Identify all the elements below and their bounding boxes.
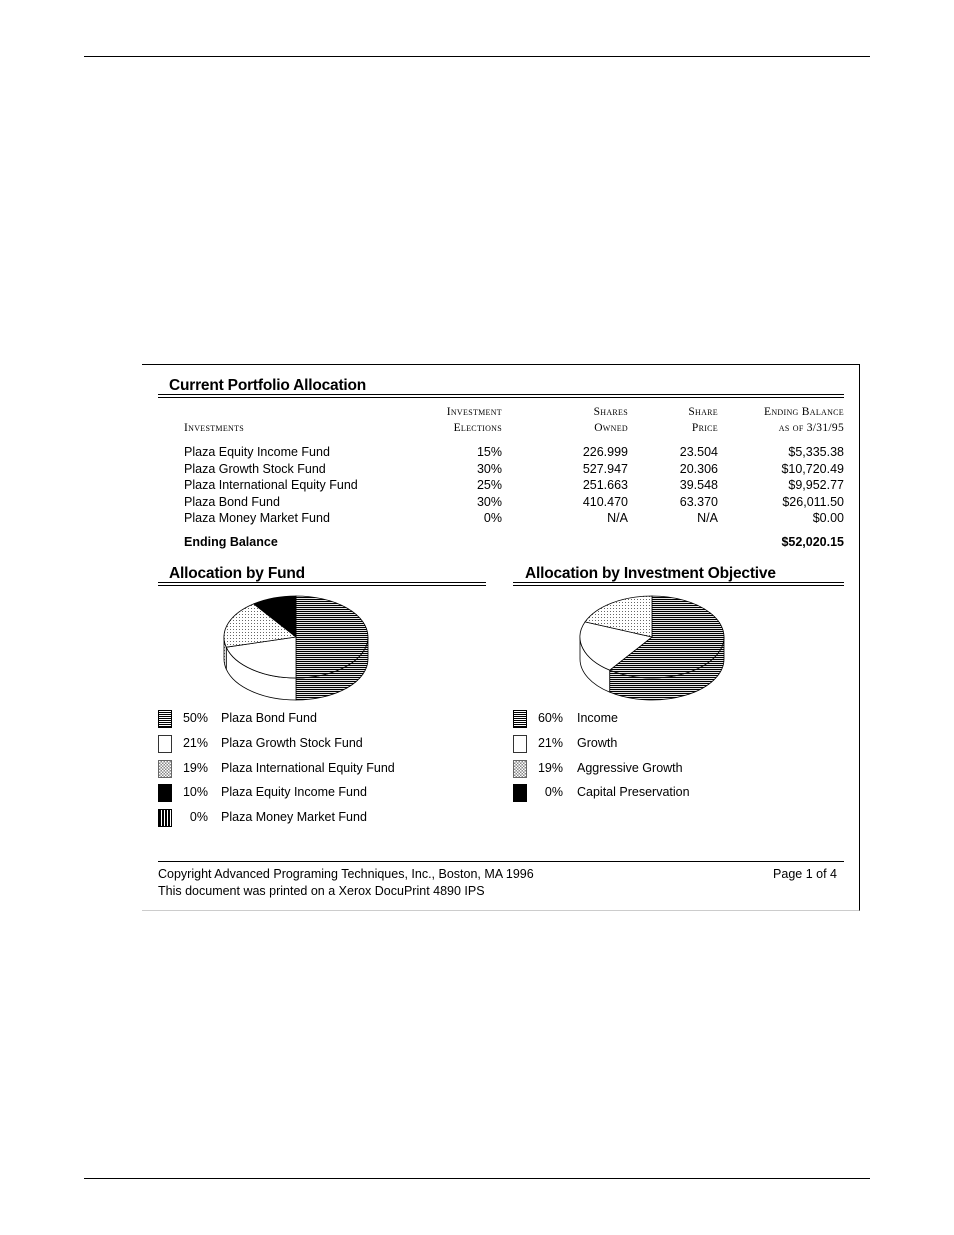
fund-name: Plaza International Equity Fund: [184, 478, 358, 492]
page-top-rule: [84, 56, 870, 57]
price-value: 39.548: [679, 478, 718, 492]
header-shares-2: Owned: [594, 422, 628, 434]
legend-percent: 60%: [537, 711, 563, 725]
fund-name: Plaza Bond Fund: [184, 494, 280, 509]
footer-rule: [158, 861, 844, 862]
holdings-table: [142, 444, 860, 527]
table-row: [142, 461, 860, 478]
title-rule-2: [158, 397, 844, 398]
legend-percent: 21%: [537, 736, 563, 750]
portfolio-title: Current Portfolio Allocation: [169, 377, 367, 394]
portfolio-figure: [142, 364, 860, 911]
swatch-dotted: [158, 760, 172, 778]
balance-value: $0.00: [812, 511, 844, 525]
chart-fund-rule-2: [158, 585, 486, 586]
legend-label: Income: [577, 711, 618, 725]
swatch-horizontal-lines: [158, 710, 172, 728]
chart-fund-title: Allocation by Fund: [169, 565, 305, 582]
footer-page-number: Page 1 of 4: [773, 867, 837, 881]
balance-value: $26,011.50: [782, 494, 844, 509]
pie-chart-objective: [574, 593, 730, 705]
legend-label: Aggressive Growth: [577, 761, 683, 775]
header-elections-2: Elections: [453, 422, 502, 434]
chart-objective-rule-2: [513, 585, 844, 586]
table-row: [142, 510, 860, 527]
swatch-vertical-lines: [158, 809, 172, 827]
legend-label: Plaza Growth Stock Fund: [221, 736, 363, 750]
fund-name: Plaza Growth Stock Fund: [184, 461, 326, 476]
legend-fund: [158, 710, 458, 835]
total-label: Ending Balance: [184, 535, 278, 549]
legend-label: Capital Preservation: [577, 785, 690, 799]
page-bottom-rule: [84, 1178, 870, 1179]
pie-chart-fund: [218, 593, 374, 705]
legend-label: Plaza Money Market Fund: [221, 810, 367, 824]
legend-percent: 19%: [537, 761, 563, 775]
fund-name: Plaza Money Market Fund: [184, 511, 330, 525]
legend-percent: 0%: [189, 810, 208, 824]
election-value: 0%: [483, 511, 502, 525]
header-balance-2: as of 3/31/95: [778, 422, 844, 434]
header-shares-1: Shares: [593, 406, 628, 418]
balance-value: $10,720.49: [781, 461, 844, 476]
election-value: 30%: [476, 461, 502, 476]
legend-label: Plaza Equity Income Fund: [221, 785, 367, 799]
total-value: $52,020.15: [781, 535, 844, 549]
header-balance-1: Ending Balance: [764, 406, 844, 418]
header-price-2: Price: [691, 422, 718, 434]
table-row: [142, 444, 860, 461]
legend-label: Growth: [577, 736, 618, 750]
shares-value: 251.663: [582, 478, 628, 492]
legend-objective: [513, 710, 813, 810]
header-elections-1: Investment: [446, 406, 502, 418]
header-price-1: Share: [688, 406, 718, 418]
legend-percent: 10%: [182, 785, 208, 799]
chart-objective-title: Allocation by Investment Objective: [525, 565, 776, 582]
price-value: N/A: [697, 511, 718, 525]
swatch-dotted: [513, 760, 527, 778]
legend-label: Plaza Bond Fund: [221, 711, 317, 725]
price-value: 63.370: [679, 494, 718, 509]
fund-name: Plaza Equity Income Fund: [184, 445, 330, 459]
election-value: 15%: [476, 445, 502, 459]
title-rule: [158, 394, 844, 395]
shares-value: 226.999: [582, 445, 628, 459]
footer-copyright: Copyright Advanced Programing Techniques, Inc., Boston, MA 1996: [158, 867, 534, 881]
shares-value: N/A: [607, 511, 628, 525]
swatch-black: [513, 784, 527, 802]
election-value: 25%: [476, 478, 502, 492]
legend-label: Plaza International Equity Fund: [221, 761, 395, 775]
balance-value: $5,335.38: [788, 445, 844, 459]
header-investments: Investments: [184, 422, 245, 434]
chart-objective-rule: [513, 582, 844, 583]
footer-printed: This document was printed on a Xerox DocuPrint 4890 IPS: [158, 884, 485, 898]
price-value: 23.504: [679, 445, 718, 459]
table-row: [142, 477, 860, 494]
balance-value: $9,952.77: [788, 478, 844, 492]
chart-fund-rule: [158, 582, 486, 583]
price-value: 20.306: [679, 461, 718, 476]
legend-percent: 19%: [182, 761, 208, 775]
legend-percent: 21%: [182, 736, 208, 750]
shares-value: 410.470: [582, 494, 628, 509]
swatch-horizontal-lines: [513, 710, 527, 728]
swatch-black: [158, 784, 172, 802]
election-value: 30%: [476, 494, 502, 509]
legend-percent: 50%: [182, 711, 208, 725]
shares-value: 527.947: [582, 461, 628, 476]
swatch-white: [513, 735, 527, 753]
swatch-white: [158, 735, 172, 753]
legend-percent: 0%: [544, 785, 563, 799]
table-row: [142, 494, 860, 511]
